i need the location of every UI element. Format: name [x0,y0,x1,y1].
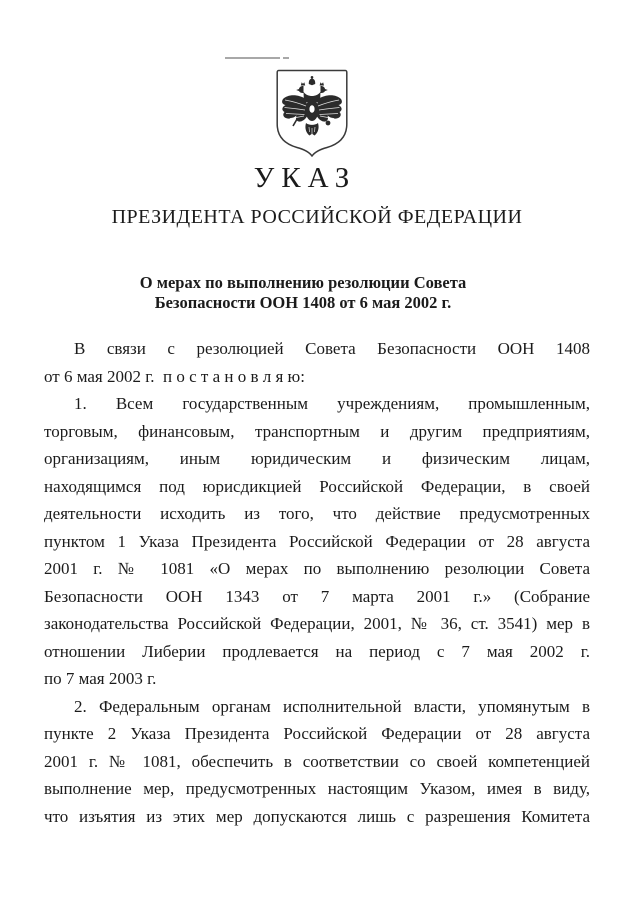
intro-paragraph [44,335,590,390]
text-line: В связи с резолюцией Совета Безопасности ООН 1408 [74,339,590,358]
text-line: 2001 г. № 1081 «О мерах по выполнению резолюции Совета [44,559,590,578]
text-line: по 7 мая 2003 г. [44,669,157,688]
document-type-title: УКАЗ [253,162,357,194]
text-line: Безопасности ООН 1343 от 7 марта 2001 г.» (Собрание [44,586,590,606]
text-line: от 6 мая 2002 г. п о с т а н о в л я ю: [44,366,305,386]
text-line: торговым, финансовым, транспортным и другим предприятиям, [44,421,590,441]
text-line: отношении Либерии продлевается на период с 7 мая 2002 г. [44,641,590,661]
text-line: пунктом 1 Указа Президента Российской Федерации от 28 августа [44,531,590,551]
subject-line-1: О мерах по выполнению резолюции Совета [139,273,467,292]
text-line: деятельности исходить из того, что действие предусмотренных [44,504,590,523]
subject-heading [0,273,606,313]
issuer-title: ПРЕЗИДЕНТА РОССИЙСКОЙ ФЕДЕРАЦИИ [111,206,523,228]
text-line: организациям, иным юридическим и физическим лицам, [44,449,590,468]
text-line: законодательства Российской Федерации, 2001, № 36, ст. 3541) мер в [44,614,590,633]
item-2-paragraph [44,693,590,831]
coat-of-arms-emblem [276,69,348,157]
scan-artifact-line [225,57,280,59]
text-line: выполнение мер, предусмотренных настоящим Указом, имея в виду, [44,779,590,798]
text-line: находящимся под юрисдикцией Российской Федерации, в своей [44,476,590,496]
text-line: 2. Федеральным органам исполнительной власти, упомянутым в [74,696,590,716]
text-line: 1. Всем государственным учреждениям, промышленным, [74,394,590,413]
item-1-paragraph [44,390,590,693]
text-line: 2001 г. № 1081, обеспечить в соответствии со своей компетенцией [44,751,590,771]
scan-artifact-dash [283,57,289,59]
text-line: пункте 2 Указа Президента Российской Федерации от 28 августа [44,724,590,743]
decree-body [44,335,590,830]
subject-line-2: Безопасности ООН 1408 от 6 мая 2002 г. [154,293,452,312]
text-line: что изъятия из этих мер допускаются лишь с разрешения Комитета [44,806,590,826]
double-headed-eagle-icon [276,69,348,157]
